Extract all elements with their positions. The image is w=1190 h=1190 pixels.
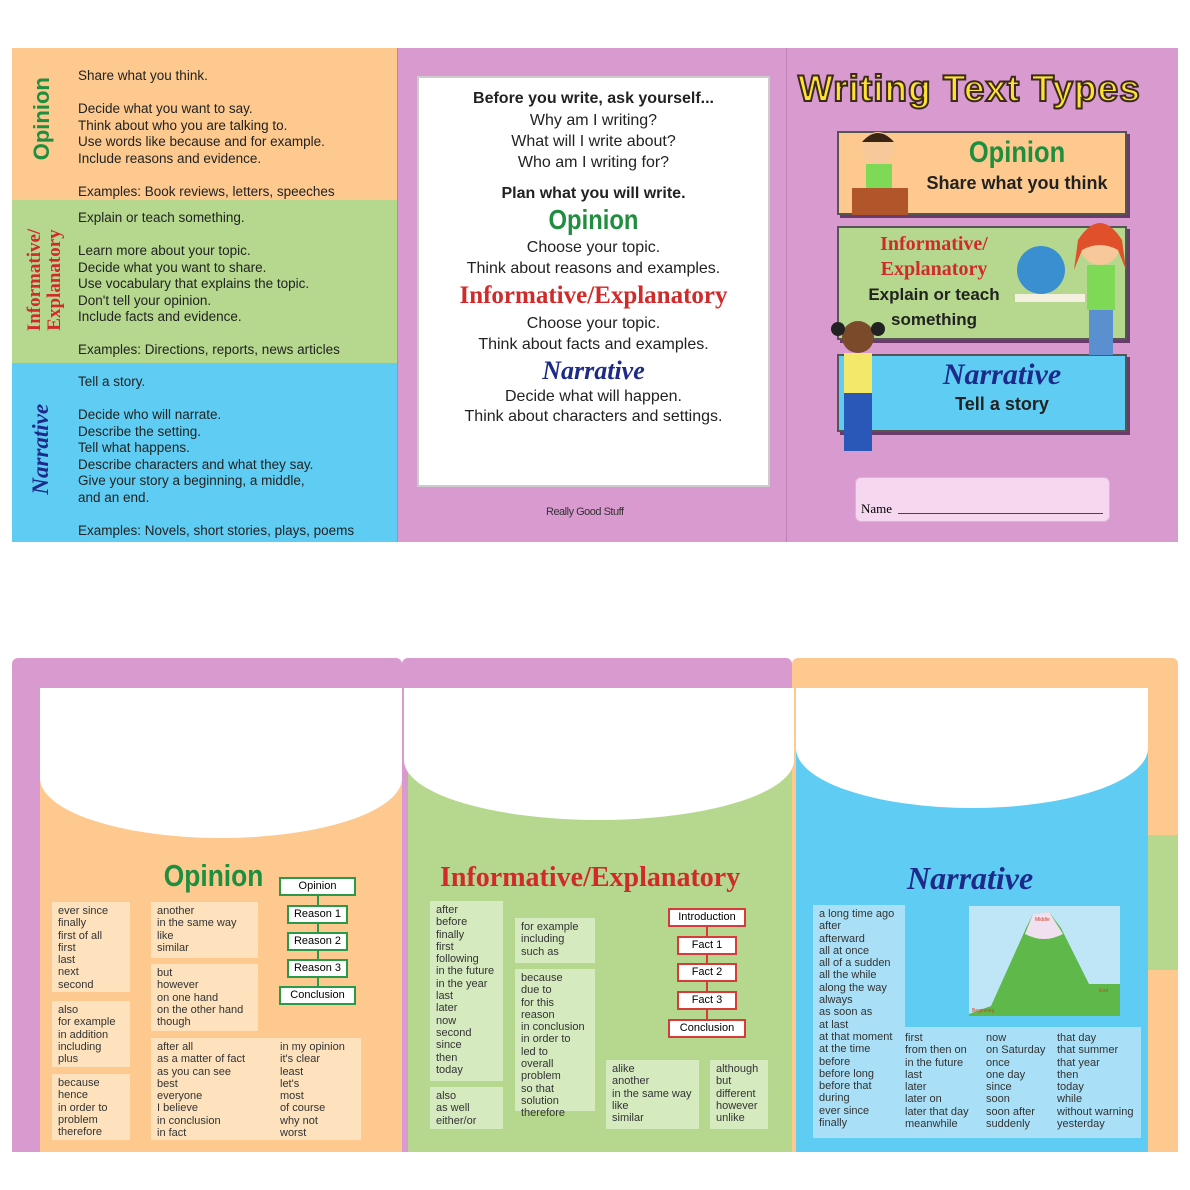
word-box: also for example in addition including plus [52,1001,130,1067]
flow-fact-3: Fact 3 [677,991,737,1010]
mountain-label-middle: Middle [1035,917,1050,923]
writing-plan-card [417,76,770,487]
card-opinion-title: Opinion [548,204,639,235]
word-box-column: in my opinion it's clear least let's most of course why not worst [280,1041,345,1140]
inside-narrative-title: Narrative [907,860,1034,896]
word-box-column: that day that summer that year then today while without warning yesterday [1057,1032,1134,1131]
back-narrative-text: Tell a story. Decide who will narrate. Describe the setting. Tell what happens. Describe characters and what they say. Give your story a beginning, a middle, and an end. Examples: Novels, short stories, plays, poems [78,374,355,538]
card-questions: Why am I writing? What will I write about? Who am I writing for? [511,112,676,171]
flow-reason-3: Reason 3 [287,959,348,978]
pocket-opening-middle [404,688,794,820]
flow-fact-2: Fact 2 [677,963,737,982]
back-opinion-text: Share what you think. Decide what you want to say. Think about who you are talking to. Use words like because and for example. Include reasons and evidence. Examples: Book reviews, letters, speeches [78,68,335,199]
back-opinion-section [12,48,397,200]
back-informative-section [12,200,397,363]
really-good-stuff-logo: Really Good Stuff [546,506,624,518]
name-line [898,513,1103,514]
flow-conclusion: Conclusion [279,986,356,1005]
flow-opinion: Opinion [279,877,356,896]
name-label: Name [861,501,893,516]
card-heading-ask: Before you write, ask yourself... [473,90,714,107]
inside-opinion-title: Opinion [163,858,264,893]
flow-conclusion: Conclusion [668,1019,746,1038]
pocket-opening-left [40,688,402,838]
flow-introduction: Introduction [668,908,746,927]
back-narrative-section [12,363,397,542]
word-box-column: now on Saturday once one day since soon soon after suddenly [986,1032,1046,1131]
girl-with-globe-illustration [1005,210,1130,360]
card-informative-title: Informative/Explanatory [459,282,728,309]
inside-informative-title: Informative/Explanatory [440,862,741,893]
front-opinion-subtitle: Share what you think [926,173,1108,193]
card-narrative-text: Decide what will happen. Think about characters and settings. [464,388,723,425]
front-narrative-title: Narrative [942,358,1062,391]
word-box: after before finally first following in the future in the year last later now second since then today [430,901,503,1081]
card-narrative-title: Narrative [542,356,645,385]
front-informative-subtitle: Explain or teach something [868,285,1000,329]
word-box: although but different however unlike [710,1060,768,1129]
right-edge-green-strip [1148,835,1178,970]
back-narrative-label: Narrative [27,403,53,495]
word-box: alike another in the same way like similar [606,1060,699,1129]
mountain-label-end: End [1099,988,1108,994]
card-informative-text: Choose your topic. Think about facts and examples. [478,315,709,353]
card-heading-plan: Plan what you will write. [501,185,686,202]
mountain-label-beginning: Beginning [972,1008,995,1014]
word-box: a long time ago after afterward all at once all of a sudden all the while along the way always as soon as at last at that moment at the time before before long before that during ever since finally [813,905,905,1138]
front-narrative-subtitle: Tell a story [955,394,1049,414]
front-cover-title: Writing Text Types [798,68,1141,109]
word-box: another in the same way like similar [151,902,258,958]
flow-fact-1: Fact 1 [677,936,737,955]
back-opinion-label: Opinion [28,77,54,161]
boy-at-podium-illustration [838,120,918,215]
word-box: ever since finally first of all first last next second [52,902,130,992]
front-informative-title: Informative/ Explanatory [880,233,988,280]
word-box: but however on one hand on the other hand though [151,964,258,1031]
word-box: after all as a matter of fact as you can see best everyone I believe in conclusion in fact [151,1038,361,1140]
word-box-column: first from then on in the future last later later on later that day meanwhile [905,1032,969,1131]
flow-reason-2: Reason 2 [287,932,348,951]
flow-reason-1: Reason 1 [287,905,348,924]
word-box: also as well either/or [430,1087,503,1129]
front-opinion-title: Opinion [968,136,1066,169]
word-box: for example including such as [515,918,595,963]
card-opinion-text: Choose your topic. Think about reasons and examples. [466,239,721,277]
name-field[interactable] [855,477,1110,522]
pocket-opening-right [796,688,1148,808]
girl-with-pencil-illustration [828,315,888,465]
word-box: because due to for this reason in conclusion in order to led to overall problem so that solution therefore [515,969,595,1111]
word-box: because hence in order to problem therefore [52,1074,130,1140]
back-informative-text: Explain or teach something. Learn more about your topic. Decide what you want to share. Use vocabulary that explains the topic. Don't tell your opinion. Include facts and evidence. Examples: Directions, reports, news articles [78,210,340,357]
story-mountain-illustration [969,906,1120,1016]
back-informative-label: Informative/ Explanatory [24,228,65,332]
